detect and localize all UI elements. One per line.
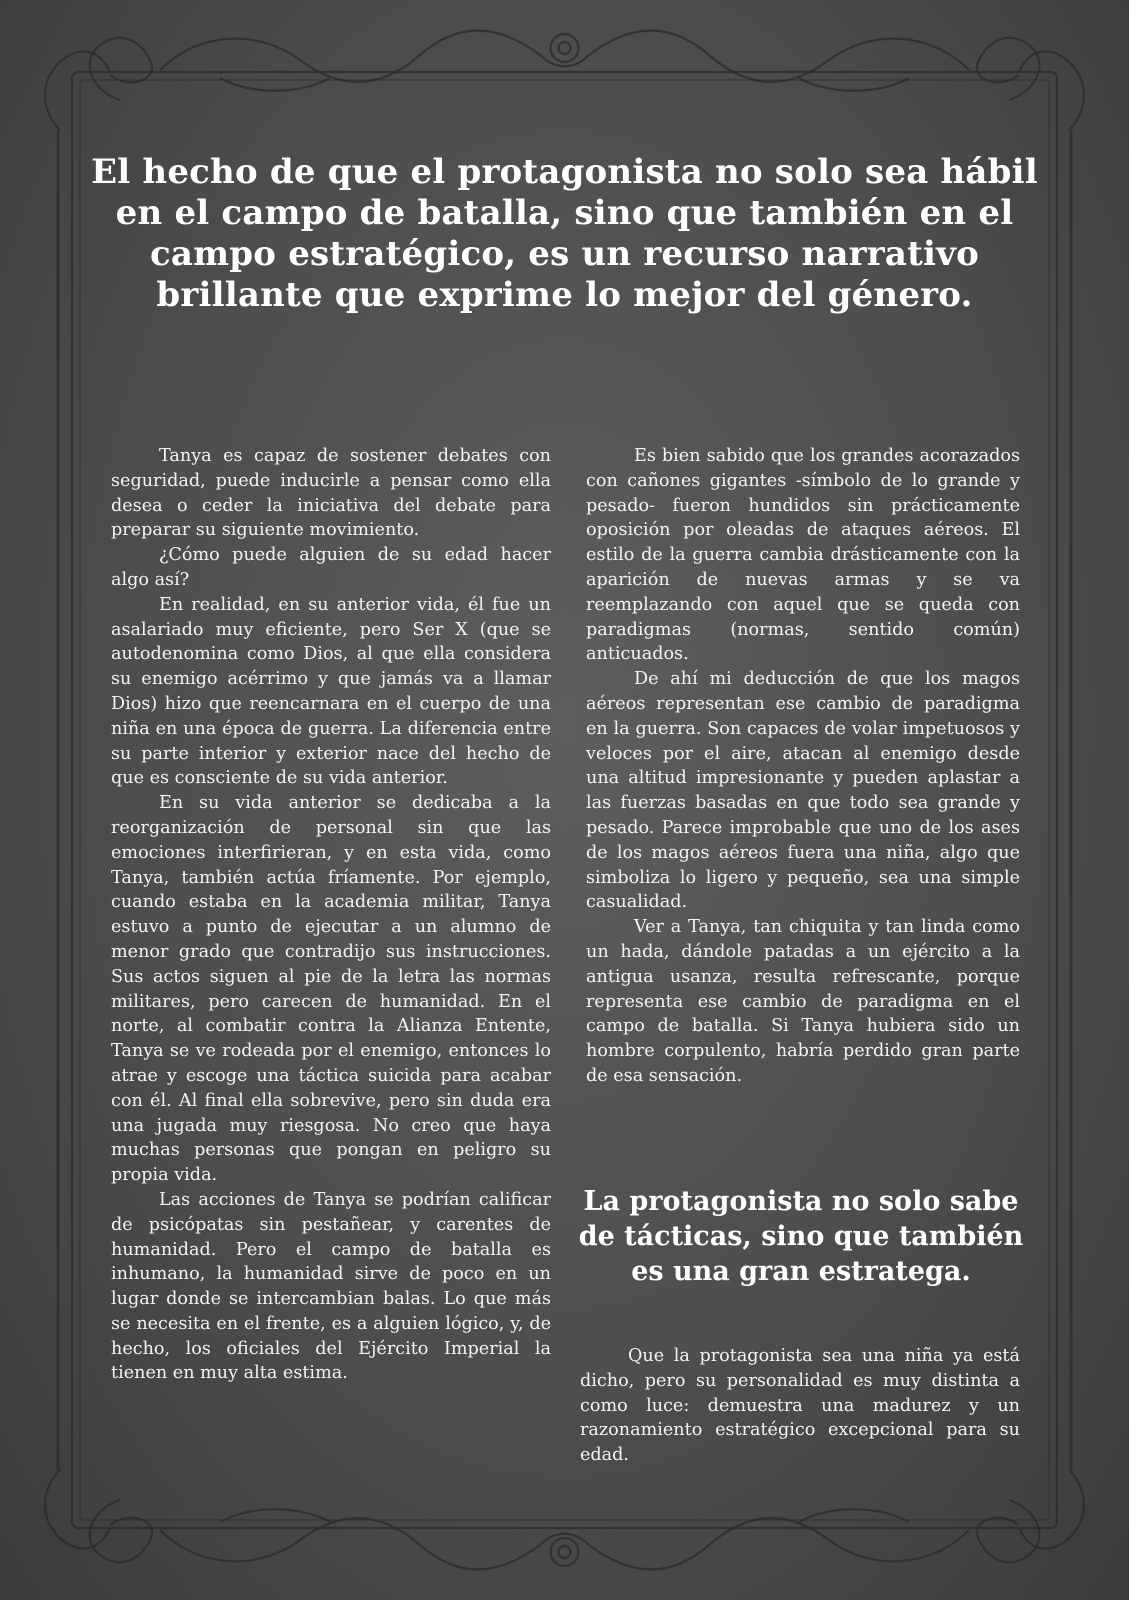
paragraph: Que la protagonista sea una niña ya está dicho, pero su personalidad es muy distinta a como luce: demuestra una madurez y un razonamiento estratégico excepcional para su edad.	[580, 1346, 1020, 1466]
left-column	[111, 444, 551, 1386]
right-column	[586, 444, 1020, 1089]
subheading: La protagonista no solo sabe de tácticas, sino que también es una gran estratega.	[578, 1186, 1024, 1287]
paragraph: De ahí mi deducción de que los magos aéreos representan ese cambio de paradigma en la guerra. Son capaces de volar impetuosos y veloces por el aire, atacan al enemigo desde una altitud impresionante y pueden aplastar a las fuerzas basadas en que todo sea grande y pesado. Parece improbable que uno de los ases de los magos aéreos fuera una niña, algo que simboliza lo ligero y pequeño, sea una simple casualidad.	[586, 669, 1020, 913]
paragraph: En su vida anterior se dedicaba a la reorganización de personal sin que las emociones interfirieran, y en esta vida, como Tanya, también actúa fríamente. Por ejemplo, cuando estaba en la academia militar, Tanya estuvo a punto de ejecutar a un alumno de menor grado que contradijo sus instrucciones. Sus actos siguen al pie de la letra las normas militares, pero carecen de humanidad. En el norte, al combatir contra la Alianza Entente, Tanya se ve rodeada por el enemigo, entonces lo atrae y escoge una táctica suicida para acabar con él. Al final ella sobrevive, pero sin duda era una jugada muy riesgosa. No creo que haya muchas personas que pongan en peligro su propia vida.	[111, 793, 551, 1186]
paragraph: Las acciones de Tanya se podrían calificar de psicópatas sin pestañear, y carentes de humanidad. Pero el campo de batalla es inhumano, la humanidad sirve de poco en un lugar donde se intercambian balas. Lo que más se necesita en el frente, es a alguien lógico, y, de hecho, los oficiales del Ejército Imperial la tienen en muy alta estima.	[111, 1189, 551, 1384]
final-column	[580, 1344, 1020, 1468]
headline: El hecho de que el protagonista no solo sea hábil en el campo de batalla, sino que también en el campo estratégico, es un recurso narrativo brillante que exprime lo mejor del género.	[91, 152, 1038, 315]
paragraph: ¿Cómo puede alguien de su edad hacer algo así?	[111, 545, 551, 590]
paragraph: Es bien sabido que los grandes acorazados con cañones gigantes -símbolo de lo grande y pesado- fueron hundidos sin prácticamente oposición por oleadas de ataques aéreos. El estilo de la guerra cambia drásticamente con la aparición de nuevas armas y se va reemplazando con aquel que se queda con paradigmas (normas, sentido común) anticuados.	[586, 446, 1020, 665]
paragraph: En realidad, en su anterior vida, él fue un asalariado muy eficiente, pero Ser X (que se autodenomina como Dios, al que ella considera su enemigo acérrimo y que jamás va a llamar Dios) hizo que reencarnara en el cuerpo de una niña en una época de guerra. La diferencia entre su parte interior y exterior nace del hecho de que es consciente de su vida anterior.	[111, 594, 551, 789]
paragraph: Ver a Tanya, tan chiquita y tan linda como un hada, dándole patadas a un ejército a la antigua usanza, resulta refrescante, porque representa ese cambio de paradigma en el campo de batalla. Si Tanya hubiera sido un hombre corpulento, habría perdido gran parte de esa sensación.	[586, 917, 1020, 1086]
paragraph: Tanya es capaz de sostener debates con seguridad, puede inducirle a pensar como ella desea o ceder la iniciativa del debate para preparar su siguiente movimiento.	[111, 446, 551, 541]
